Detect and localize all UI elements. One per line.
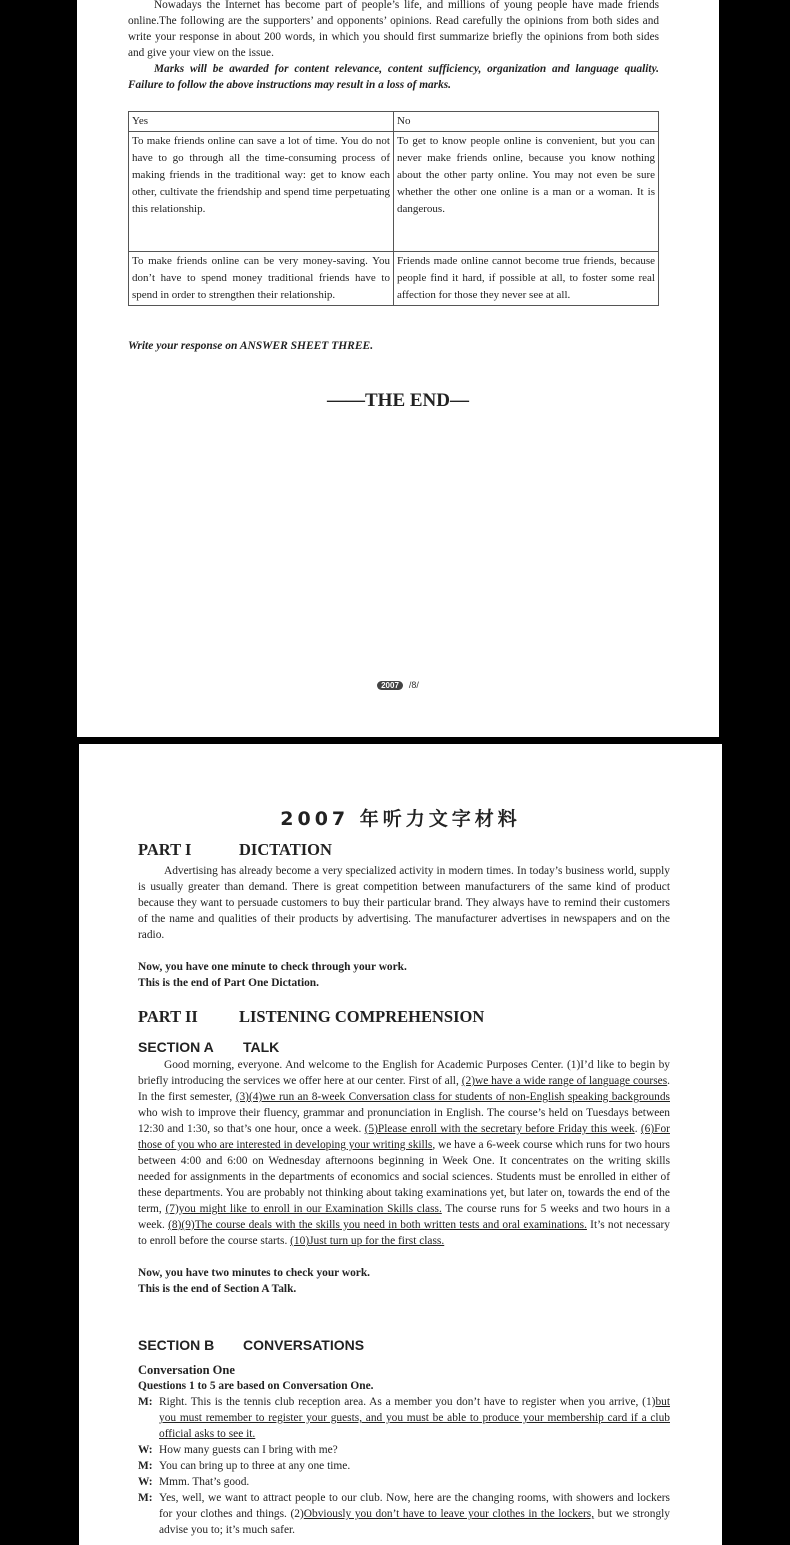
talk-segment: who wish to improve their fluency, grammar and pronunciation in English. The course’s held on Tuesdays between 12:30 and 1:30, so that’s one hour, once a week. bbox=[138, 1107, 670, 1135]
talk-segment: , we have a 6-week course which runs for two hours between 4:00 and 6:00 on Wednesday afternoons beginning in Week One. It concentrates on the writing skills needed for assignments in the departments of economics and social sciences. Students must be enrolled in either of these departments. You are probably not thinking about taking examinations yet, but later on, towards the end of the term, bbox=[138, 1139, 670, 1215]
sectionB-label: SECTION B bbox=[138, 1337, 215, 1353]
talk-segment: Good morning, everyone. And welcome to the English for Academic Purposes Center. (1)I’d like to begin by briefly introducing the services we offer here at our center. First of all, bbox=[138, 1059, 670, 1087]
part2-title: LISTENING COMPREHENSION bbox=[239, 1007, 485, 1026]
talk-text bbox=[138, 1057, 670, 1249]
table-cell-no: Friends made online cannot become true friends, because people find it hard, if possible at all, to foster some real affection for those they never see at all. bbox=[394, 252, 659, 306]
talk-answer-segment: (6)For those of you who are interested in developing your writing skills bbox=[138, 1123, 670, 1151]
dialogue-text: Right. This is the tennis club reception area. As a member you don’t have to register when you arrive, (1) bbox=[159, 1396, 656, 1408]
talk-answer-segment: (8)(9)The course deals with the skills you need in both written tests and oral examinations. bbox=[168, 1219, 587, 1231]
page-number: /8/ bbox=[408, 680, 419, 690]
conversation-block bbox=[138, 1362, 670, 1538]
part2-heading bbox=[138, 1009, 670, 1025]
opinions-table bbox=[128, 111, 659, 306]
page-title: 2007 年听力文字材料 bbox=[280, 808, 521, 830]
check-note: Now, you have two minutes to check your work. bbox=[138, 1267, 371, 1279]
speaker-label: M: bbox=[138, 1492, 153, 1504]
table-row bbox=[129, 112, 659, 132]
sectionB-heading bbox=[138, 1337, 670, 1353]
no-column-header: No bbox=[394, 112, 659, 132]
part1-heading bbox=[138, 842, 670, 858]
document-page-8 bbox=[77, 0, 719, 737]
table-cell-yes: To make friends online can save a lot of time. You do not have to go through all the time-consuming process of making friends in the traditional way: get to know each other, cultivate the friendship and spend time perpetuating this relationship. bbox=[129, 132, 394, 252]
talk-answer-segment: (5)Please enroll with the secretary before Friday this week bbox=[364, 1123, 635, 1135]
dialogue-text: but we strongly advise you to; it’s much safer. bbox=[159, 1508, 671, 1536]
task-intro: Nowadays the Internet has become part of people’s life, and millions of young people have made friends online.The following are the supporters’ and opponents’ opinions. Read carefully the opinions from both sides and write your response in about 200 words, in which you should first summarize briefly the opinions from both sides and give your view on the issue. bbox=[128, 0, 659, 59]
part1-title: DICTATION bbox=[239, 840, 332, 859]
yes-column-header: Yes bbox=[129, 112, 394, 132]
talk-answer-segment: (2)we have a wide range of language courses bbox=[461, 1075, 668, 1087]
dialogue-line bbox=[138, 1474, 670, 1490]
page-footer bbox=[77, 680, 719, 690]
talk-segment: The course runs for 5 weeks and two hours in a week. bbox=[138, 1203, 671, 1231]
part2-label: PART II bbox=[138, 1007, 198, 1026]
the-end-heading: ——THE END— bbox=[327, 390, 469, 411]
sectionA-title: TALK bbox=[243, 1039, 280, 1055]
year-badge: 2007 bbox=[377, 681, 403, 690]
sectionA-label: SECTION A bbox=[138, 1039, 214, 1055]
sectionB-title: CONVERSATIONS bbox=[243, 1337, 365, 1353]
conversation-title: Conversation One bbox=[138, 1363, 235, 1377]
talk-text-block bbox=[138, 1057, 670, 1297]
dialogue-answer-segment: but you must remember to register your guests, and you must be able to produce your membership card if a club official asks to see it. bbox=[159, 1396, 670, 1440]
speaker-label: M: bbox=[138, 1396, 153, 1408]
dialogue-text: How many guests can I bring with me? bbox=[159, 1444, 338, 1456]
dialogue-line bbox=[138, 1394, 670, 1442]
talk-answer-segment: (3)(4)we run an 8-week Conversation class for students of non-English speaking backgrounds bbox=[235, 1091, 670, 1103]
check-note: Now, you have one minute to check through your work. bbox=[138, 961, 407, 973]
speaker-label: W: bbox=[138, 1444, 153, 1456]
dialogue-text: You can bring up to three at any one time. bbox=[159, 1460, 351, 1472]
talk-segment: . In the first semester, bbox=[138, 1075, 670, 1103]
talk-segment: . bbox=[634, 1123, 641, 1135]
dialogue-answer-segment: Obviously you don’t have to leave your clothes in the lockers, bbox=[303, 1508, 595, 1520]
table-row bbox=[129, 252, 659, 306]
sectionA-heading bbox=[138, 1039, 670, 1055]
dictation-text-block bbox=[138, 863, 670, 991]
dialogue-text: Mmm. That’s good. bbox=[159, 1476, 250, 1488]
part1-end-note: This is the end of Part One Dictation. bbox=[138, 977, 319, 989]
dialogue-line bbox=[138, 1442, 670, 1458]
marks-note: Marks will be awarded for content relevance, content sufficiency, organization and language quality. Failure to follow the above instructions may result in a loss of marks. bbox=[128, 63, 659, 91]
table-row bbox=[129, 132, 659, 252]
speaker-label: W: bbox=[138, 1476, 153, 1488]
dialogue-text: Yes, well, we want to attract people to our club. Now, here are the changing rooms, with showers and lockers for your clothes and things. (2) bbox=[159, 1492, 670, 1520]
sectionA-end-note: This is the end of Section A Talk. bbox=[138, 1283, 297, 1295]
talk-answer-segment: (7)you might like to enroll in our Examination Skills class. bbox=[165, 1203, 442, 1215]
talk-answer-segment: (10)Just turn up for the first class. bbox=[290, 1235, 445, 1247]
table-cell-yes: To make friends online can be very money-saving. You don’t have to spend money traditional friends have to spend in order to strengthen their relationship. bbox=[129, 252, 394, 306]
dialogue bbox=[138, 1394, 670, 1538]
questions-note: Questions 1 to 5 are based on Conversation One. bbox=[138, 1380, 374, 1392]
dialogue-line bbox=[138, 1458, 670, 1474]
document-page-transcript bbox=[79, 744, 722, 1545]
talk-segment: It’s not necessary to enroll before the course starts. bbox=[138, 1219, 670, 1247]
dialogue-line bbox=[138, 1490, 670, 1538]
part1-label: PART I bbox=[138, 840, 192, 859]
writing-task-instructions bbox=[128, 0, 659, 93]
speaker-label: M: bbox=[138, 1460, 153, 1472]
dictation-text: Advertising has already become a very specialized activity in modern times. In today’s business world, supply is usually greater than demand. There is great competition between manufacturers of the same kind of product because they want to persuade customers to buy their particular brand. They always have to remind their customers of the name and qualities of their products by advertising. The manufacturer advertises in newspapers and on the radio. bbox=[138, 865, 670, 941]
answer-sheet-instruction: Write your response on ANSWER SHEET THREE. bbox=[128, 340, 374, 352]
table-cell-no: To get to know people online is convenient, but you can never make friends online, because you know nothing about the other party online. You may not even be sure whether the other one online is a man or a woman. It is dangerous. bbox=[394, 132, 659, 252]
